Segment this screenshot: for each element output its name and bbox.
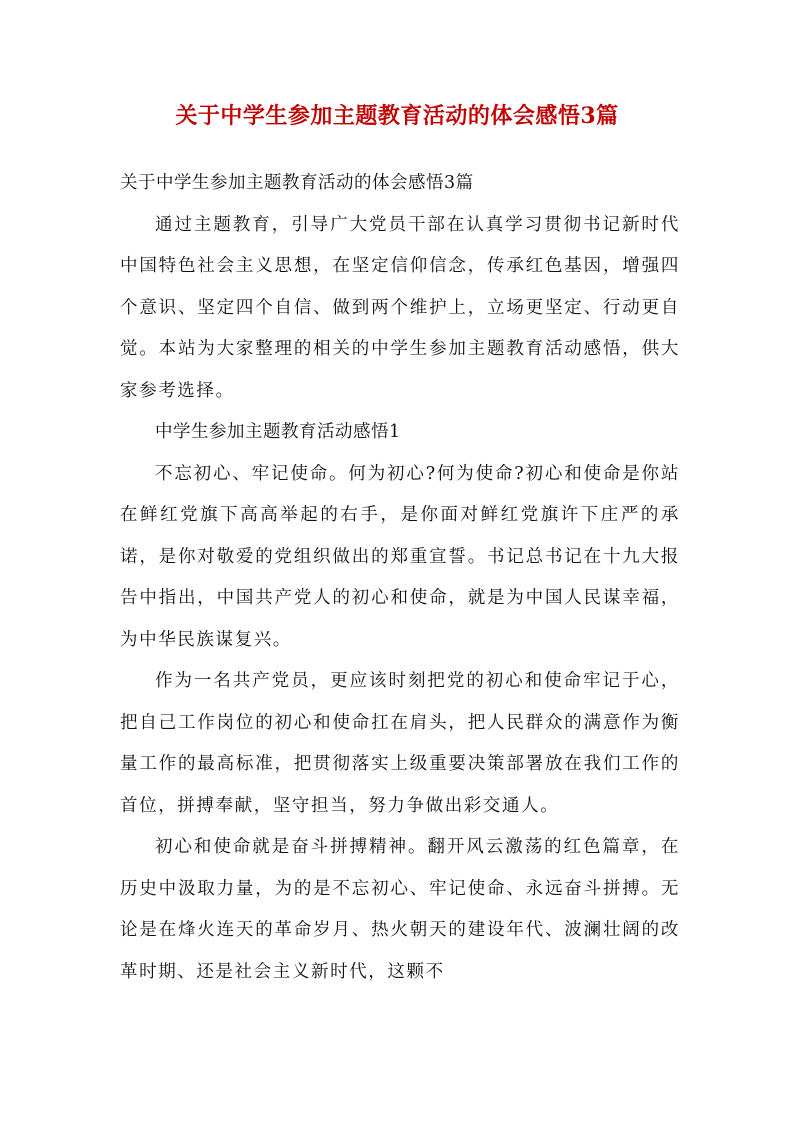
body-paragraph: 作为一名共产党员，更应该时刻把党的初心和使命牢记于心，把自己工作岗位的初心和使命扛在肩头，把人民群众的满意作为衡量工作的最高标准，把贯彻落实上级重要决策部署放在我们工作的首位，拼搏奉献，坚守担当，努力争做出彩交通人。 <box>120 671 680 816</box>
body-paragraph: 不忘初心、牢记使命。何为初心?何为使命?初心和使命是你站在鲜红党旗下高高举起的右手，是你面对鲜红党旗许下庄严的承诺，是你对敬爱的党组织做出的郑重宣誓。书记总书记在十九大报告中指出，中国共产党人的初心和使命，就是为中国人民谋幸福，为中华民族谋复兴。 <box>120 463 680 650</box>
document-body <box>120 163 680 993</box>
section-heading: 中学生参加主题教育活动感悟1 <box>155 422 401 442</box>
subtitle-paragraph: 关于中学生参加主题教育活动的体会感悟3篇 <box>120 173 474 193</box>
document-title: 关于中学生参加主题教育活动的体会感悟3篇 <box>175 103 619 129</box>
intro-paragraph: 通过主题教育，引导广大党员干部在认真学习贯彻书记新时代中国特色社会主义思想，在坚定信仰信念，传承红色基因，增强四个意识、坚定四个自信、做到两个维护上，立场更坚定、行动更自觉。本站为大家整理的相关的中学生参加主题教育活动感悟，供大家参考选择。 <box>120 214 680 401</box>
body-paragraph: 初心和使命就是奋斗拼搏精神。翻开风云激荡的红色篇章，在历史中汲取力量，为的是不忘初心、牢记使命、永远奋斗拼搏。无论是在烽火连天的革命岁月、热火朝天的建设年代、波澜壮阔的改革时期、还是社会主义新时代，这颗不 <box>120 837 680 982</box>
